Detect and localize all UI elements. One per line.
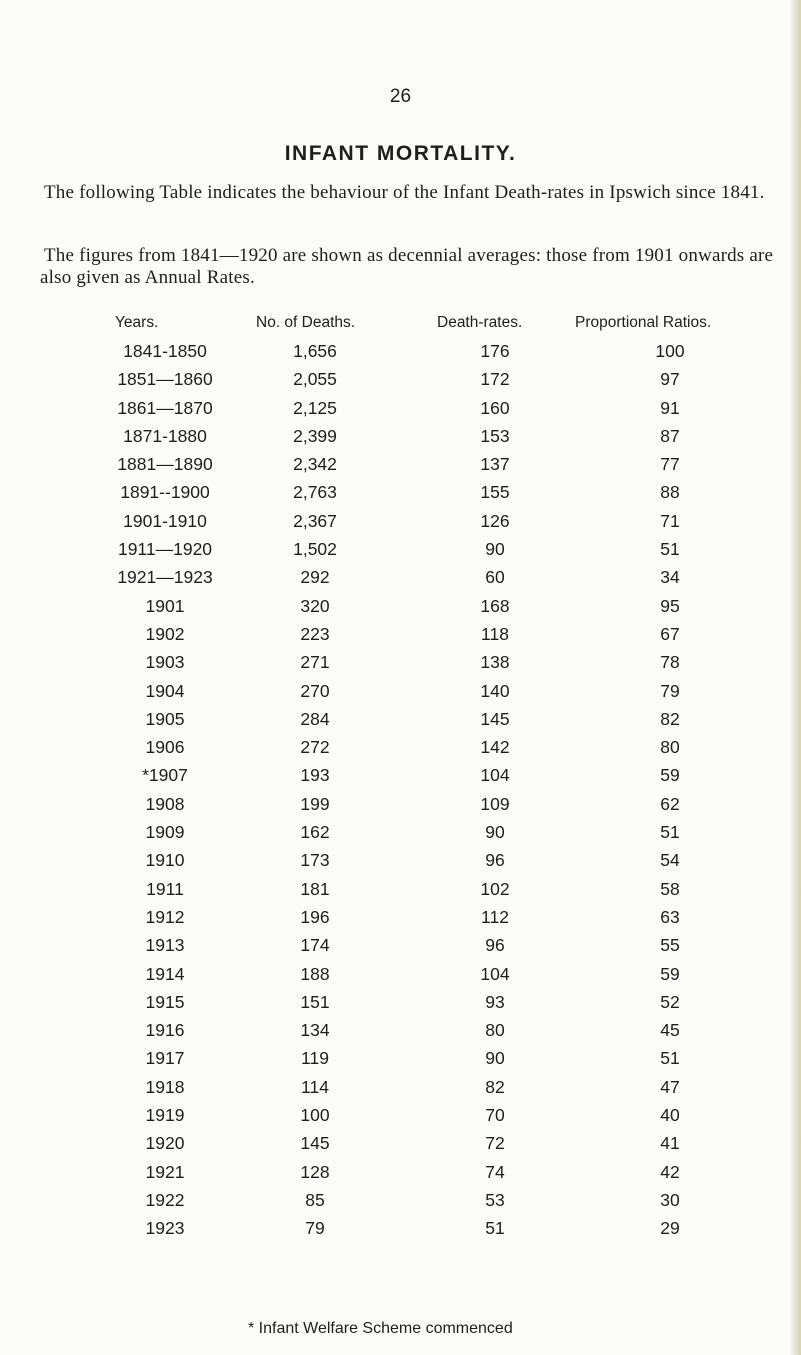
cell-ratio: 79 [660,680,680,701]
cell-death-rate: 74 [485,1161,505,1182]
cell-year: 1901-1910 [123,510,207,531]
table-row [0,790,801,818]
cell-death-rate: 109 [480,793,510,814]
cell-year: 1922 [145,1189,185,1210]
table-row [0,450,801,478]
cell-death-rate: 172 [480,369,510,390]
cell-year: 1917 [145,1048,185,1069]
cell-deaths: 114 [301,1076,329,1097]
cell-death-rate: 96 [485,935,505,956]
table-row [0,705,801,733]
cell-year: 1912 [145,906,185,927]
cell-ratio: 77 [660,454,680,475]
cell-year: 1923 [145,1218,185,1239]
cell-year: 1920 [145,1133,185,1154]
cell-ratio: 67 [660,623,680,644]
cell-death-rate: 155 [480,482,510,503]
header-deaths: No. of Deaths. [256,314,356,331]
cell-deaths: 2,763 [293,482,337,503]
cell-year: 1851—1860 [117,369,213,390]
cell-year: 1903 [145,652,185,673]
cell-year: 1919 [145,1105,185,1126]
table-row [0,903,801,931]
cell-deaths: 223 [300,623,330,644]
cell-year: 1911 [146,878,184,899]
table-row [0,931,801,959]
cell-ratio: 58 [660,878,680,899]
cell-death-rate: 93 [485,991,505,1012]
header-proportional-ratios: Proportional Ratios. [575,314,712,331]
cell-ratio: 97 [660,369,680,390]
table-row [0,422,801,450]
cell-year: 1911—1920 [117,539,213,560]
cell-death-rate: 138 [480,652,510,673]
cell-year: 1906 [145,737,185,758]
table-row [0,960,801,988]
cell-death-rate: 96 [485,850,505,871]
cell-year: 1881—1890 [117,454,213,475]
cell-death-rate: 102 [480,878,510,899]
table-row [0,1214,801,1242]
cell-death-rate: 72 [485,1133,505,1154]
cell-death-rate: 60 [485,567,505,588]
cell-deaths: 134 [300,1020,330,1041]
cell-ratio: 62 [660,793,680,814]
cell-year: 1916 [145,1020,185,1041]
cell-deaths: 284 [300,708,330,729]
table-row [0,818,801,846]
table-row [0,1129,801,1157]
cell-ratio: 54 [660,850,680,871]
cell-death-rate: 137 [480,454,510,475]
cell-death-rate: 153 [480,425,510,446]
cell-year: 1909 [145,822,185,843]
cell-deaths: 100 [300,1105,330,1126]
cell-deaths: 85 [305,1189,325,1210]
table-row [0,1044,801,1072]
table-row [0,563,801,591]
cell-death-rate: 90 [485,822,505,843]
cell-year: *1907 [142,765,188,786]
cell-deaths: 174 [300,935,330,956]
table-row [0,1016,801,1044]
cell-ratio: 91 [660,397,680,418]
cell-ratio: 88 [660,482,680,503]
table-row [0,1101,801,1129]
cell-deaths: 270 [300,680,330,701]
cell-death-rate: 104 [480,963,510,984]
cell-death-rate: 51 [485,1218,505,1239]
cell-death-rate: 82 [485,1076,505,1097]
cell-year: 1918 [145,1076,185,1097]
cell-deaths: 119 [301,1048,329,1069]
table-header-row [0,314,801,334]
cell-deaths: 199 [300,793,330,814]
cell-ratio: 40 [660,1105,680,1126]
cell-deaths: 173 [300,850,330,871]
cell-ratio: 34 [660,567,680,588]
table-row [0,846,801,874]
table-row [0,733,801,761]
cell-deaths: 151 [300,991,330,1012]
table-row [0,1186,801,1214]
cell-ratio: 63 [660,906,680,927]
cell-year: 1904 [145,680,185,701]
cell-year: 1921 [145,1161,185,1182]
cell-death-rate: 168 [480,595,510,616]
cell-year: 1861—1870 [117,397,213,418]
table-row [0,761,801,789]
table-row [0,1073,801,1101]
cell-deaths: 128 [300,1161,330,1182]
cell-ratio: 30 [660,1189,680,1210]
cell-death-rate: 80 [485,1020,505,1041]
cell-ratio: 51 [660,822,680,843]
table-row [0,478,801,506]
header-death-rates: Death-rates. [437,314,523,331]
cell-ratio: 29 [660,1218,680,1239]
cell-ratio: 71 [660,510,680,531]
cell-year: 1891--1900 [120,482,210,503]
table-row [0,365,801,393]
table-row [0,875,801,903]
cell-ratio: 42 [660,1161,680,1182]
cell-death-rate: 104 [480,765,510,786]
cell-ratio: 51 [660,1048,680,1069]
table-row [0,988,801,1016]
cell-death-rate: 90 [485,1048,505,1069]
cell-year: 1901 [145,595,185,616]
cell-death-rate: 160 [480,397,510,418]
cell-year: 1915 [145,991,185,1012]
cell-deaths: 271 [300,652,330,673]
cell-death-rate: 176 [480,341,510,361]
table-row [0,394,801,422]
cell-deaths: 2,342 [293,454,337,475]
cell-death-rate: 140 [480,680,510,701]
cell-deaths: 1,502 [293,539,337,560]
cell-ratio: 87 [660,425,680,446]
table-row [0,337,801,365]
cell-ratio: 59 [660,963,680,984]
cell-ratio: 80 [660,737,680,758]
cell-death-rate: 53 [485,1189,505,1210]
cell-ratio: 47 [660,1076,680,1097]
table-row [0,620,801,648]
cell-deaths: 79 [305,1218,325,1239]
cell-ratio: 95 [660,595,680,616]
page-title: INFANT MORTALITY. [284,142,517,165]
cell-deaths: 272 [300,737,330,758]
cell-year: 1913 [145,935,185,956]
intro-paragraph-2: The figures from 1841—1920 are shown as decennial averages: those from 1901 onwards are also given as Annual Rates. [40,245,774,288]
cell-ratio: 55 [660,935,680,956]
cell-deaths: 193 [300,765,330,786]
table-row [0,592,801,620]
cell-death-rate: 70 [485,1105,505,1126]
cell-death-rate: 145 [480,708,510,729]
cell-ratio: 59 [660,765,680,786]
table-row [0,507,801,535]
intro-paragraph-1: The following Table indicates the behaviour of the Infant Death-rates in Ipswich since 1841. [44,182,765,203]
cell-ratio: 82 [660,708,680,729]
cell-ratio: 100 [655,341,685,361]
table-row [0,535,801,563]
cell-year: 1905 [145,708,185,729]
cell-deaths: 188 [300,963,330,984]
cell-deaths: 1,656 [293,341,337,361]
cell-death-rate: 126 [480,510,510,531]
footnote: * Infant Welfare Scheme commenced [248,1320,513,1337]
cell-year: 1914 [145,963,185,984]
cell-deaths: 320 [300,595,330,616]
table-row [0,1158,801,1186]
table-row [0,648,801,676]
cell-year: 1908 [145,793,185,814]
table-row [0,677,801,705]
cell-ratio: 45 [660,1020,680,1041]
cell-deaths: 162 [300,822,330,843]
cell-deaths: 2,399 [293,425,337,446]
cell-year: 1910 [145,850,185,871]
header-years: Years. [115,314,159,331]
page-number: 26 [389,86,412,107]
cell-death-rate: 112 [481,906,509,927]
cell-ratio: 52 [660,991,680,1012]
cell-death-rate: 118 [481,623,509,644]
cell-deaths: 145 [300,1133,330,1154]
cell-death-rate: 90 [485,539,505,560]
cell-year: 1902 [145,623,185,644]
cell-ratio: 41 [660,1133,680,1154]
cell-year: 1921—1923 [117,567,213,588]
cell-death-rate: 142 [480,737,510,758]
cell-deaths: 181 [300,878,330,899]
cell-deaths: 196 [300,906,330,927]
cell-deaths: 2,125 [293,397,337,418]
cell-deaths: 2,055 [293,369,337,390]
cell-year: 1841-1850 [123,341,207,361]
cell-year: 1871-1880 [123,425,207,446]
cell-ratio: 51 [660,539,680,560]
cell-deaths: 2,367 [293,510,337,531]
cell-deaths: 292 [300,567,330,588]
cell-ratio: 78 [660,652,680,673]
mortality-table [0,337,801,1243]
